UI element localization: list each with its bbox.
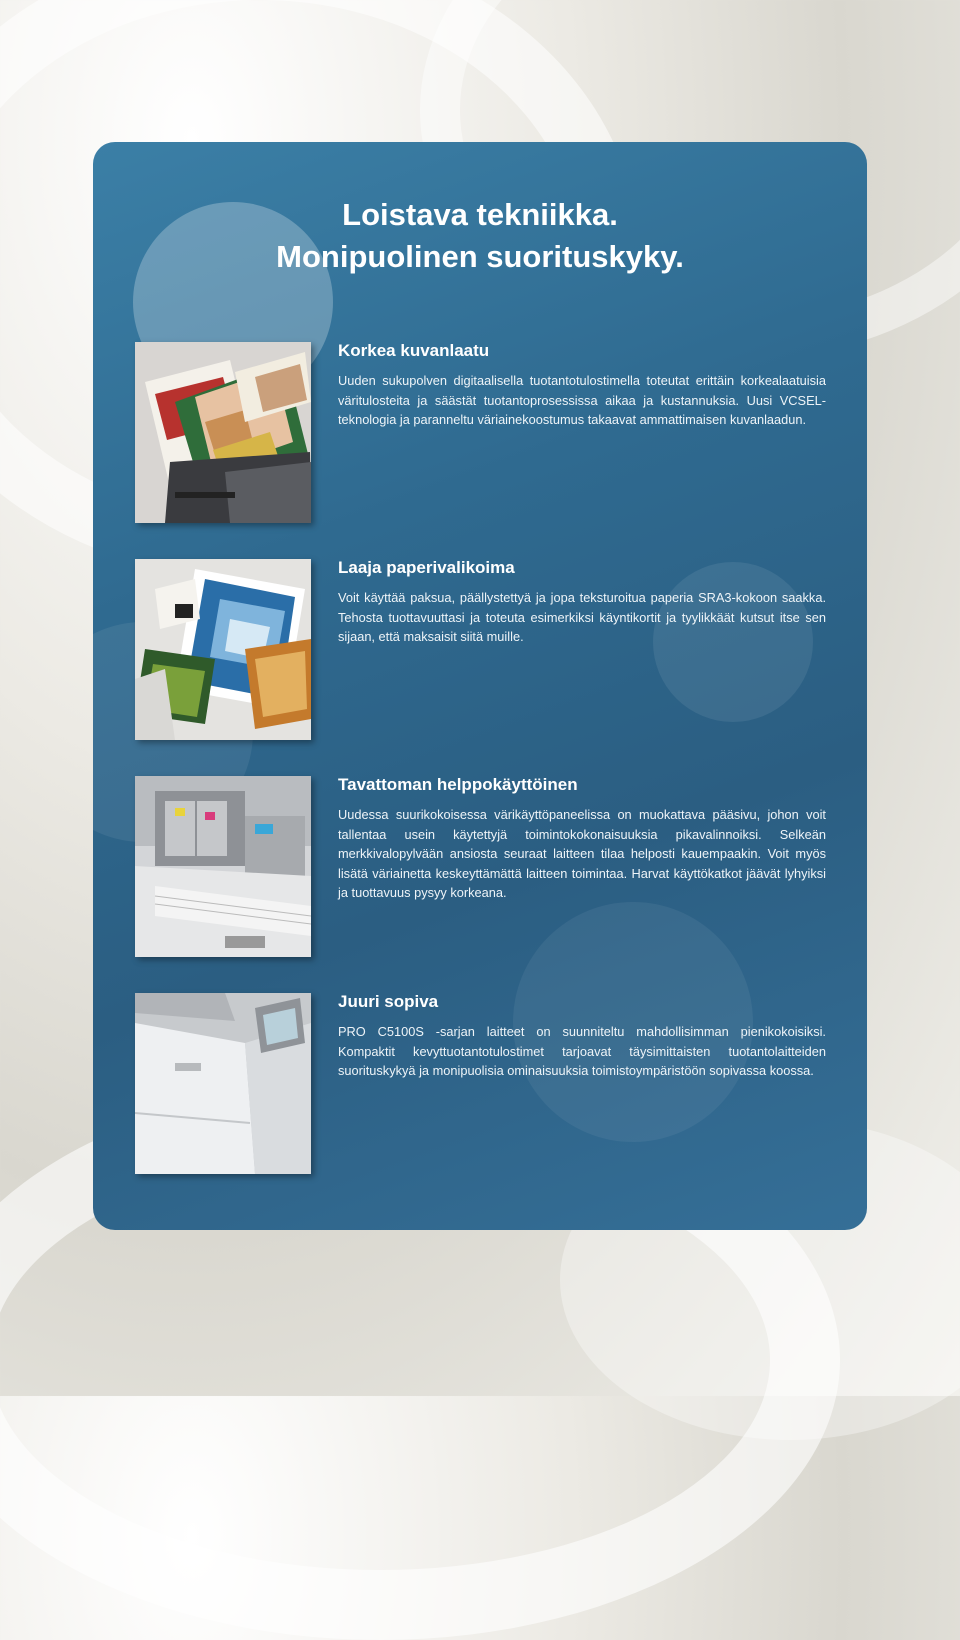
content-panel [93,142,867,1230]
printed-magazines-photo [135,342,311,523]
feature-body: Uuden sukupolven digitaalisella tuotantotulostimella toteutat erittäin korkealaatuisia väritulosteita ja säästät tuotantoprosessissa aikaa ja kustannuksia. Uusi VCSEL-teknologia ja paranneltu väriainekoostumus takaavat ammattimaisen kuvanlaadun. [338,373,826,428]
feature-title: Juuri sopiva [338,992,439,1011]
headline-line-2: Monipuolinen suorituskyky. [276,239,684,274]
feature-body: PRO C5100S -sarjan laitteet on suunniteltu mahdollisimman pienikokoisiksi. Kompaktit kevyttuotantotulostimet tarjoavat täysimittaisten tuotantolaitteiden suorituskykyä ja monipuolisia ominaisuuksia toimistoympäristöön sopivassa koossa. [338,1024,826,1079]
feature-title: Laaja paperivalikoima [338,558,515,577]
feature-section-ease-of-use [135,774,835,959]
feature-body: Uudessa suurikokoisessa värikäyttöpaneelissa on muokattava pääsivu, johon voit tallentaa usein käytettyjä toimintokokonaisuuksia pikavalinnoiksi. Selkeän merkkivalopylvään ansiosta seuraat laitteen tilaa helposti kauempaakin. Voit myös lisätä väriainetta keskeyttämättä laitteen toimintaa. Harvat käyttökatkot jäävät lyhyiksi ja tuottavuus pysyy korkeana. [338,807,826,901]
feature-title: Korkea kuvanlaatu [338,341,490,360]
feature-section-image-quality [135,340,835,525]
feature-text [338,340,826,430]
headline-line-1: Loistava tekniikka. [342,197,618,232]
printer-photo [135,993,311,1174]
feature-section-just-right [135,991,835,1176]
page-headline [93,194,867,278]
feature-text [338,991,826,1081]
paper-samples-photo [135,559,311,740]
feature-section-paper-range [135,557,835,742]
feature-title: Tavattoman helppokäyttöinen [338,775,578,794]
feature-body: Voit käyttää paksua, päällystettyä ja jopa teksturoitua paperia SRA3-kokoon saakka. Tehosta tuottavuuttasi ja toteuta esimerkiksi käyntikortit ja tyylikkäät kutsut itse sen sijaan, että maksaisit siitä muille. [338,590,826,645]
feature-text [338,774,826,903]
feature-text [338,557,826,647]
toner-compartment-photo [135,776,311,957]
